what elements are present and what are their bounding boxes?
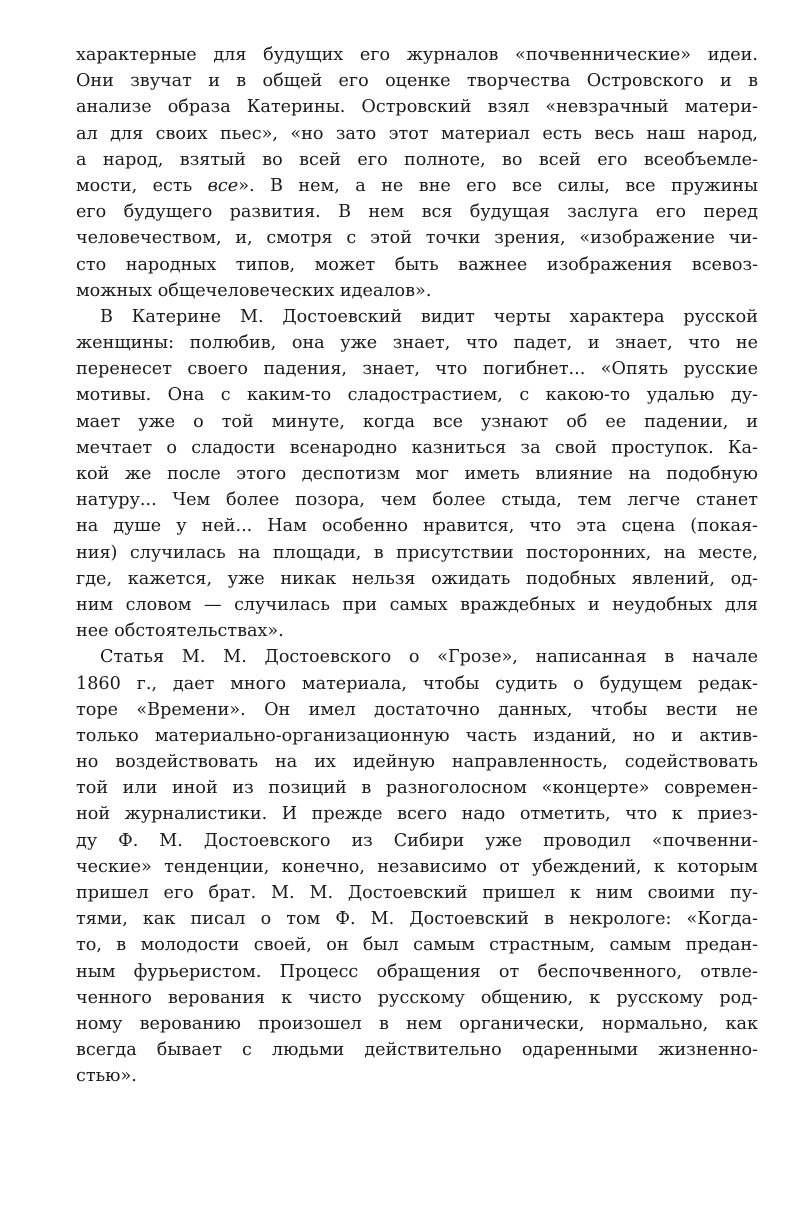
text-line: нее обстоятельствах». (76, 621, 284, 642)
text-line: 1860 г., дает много материала, чтобы судить о будущем редак- (76, 673, 758, 694)
text-line: человечеством, и, смотря с этой точки зрения, «изображение чи- (76, 228, 758, 249)
text-line: перенесет своего падения, знает, что погибнет... «Опять русские (76, 359, 758, 380)
document-page (76, 42, 758, 1090)
text-line: Статья М. М. Достоевского о «Грозе», написанная в начале (100, 647, 758, 668)
text-line-with-emphasis (76, 173, 758, 199)
text-line: торе «Времени». Он имел достаточно данных, чтобы вести не (76, 699, 758, 720)
text-line: ду Ф. М. Достоевского из Сибири уже проводил «почвенни- (76, 830, 758, 851)
paragraph-2 (76, 304, 758, 644)
text-line: ческие» тенденции, конечно, независимо от убеждений, к которым (76, 856, 758, 877)
text-line: всегда бывает с людьми действительно одаренными жизненно- (76, 1040, 758, 1061)
text-line: пришел его брат. М. М. Достоевский пришел к ним своими пу- (76, 883, 758, 903)
text-line: ной журналистики. И прежде всего надо отметить, что к приез- (76, 804, 758, 825)
text-line: ченного верования к чисто русскому общению, к русскому род- (76, 987, 758, 1008)
text-line: Они звучат и в общей его оценке творчества Островского и в (76, 71, 758, 92)
text-line: сто народных типов, может быть важнее изображения всевоз- (76, 254, 758, 275)
text-line: ния) случилась на площади, в присутствии посторонних, на месте, (76, 542, 758, 563)
text-segment: ». В нем, а не вне его все силы, все пружины (238, 175, 758, 196)
text-line: то, в молодости своей, он был самым страстным, самым предан- (76, 935, 758, 956)
text-line: можных общечеловеческих идеалов». (76, 280, 432, 301)
emphasis-word: все (207, 175, 239, 196)
text-line: но воздействовать на их идейную направленность, содействовать (76, 752, 758, 773)
text-line: стью». (76, 1066, 137, 1087)
text-line: той или иной из позиций в разноголосном «концерте» современ- (76, 778, 758, 799)
text-line: В Катерине М. Достоевский видит черты характера русской (100, 306, 758, 327)
text-line: натуру... Чем более позора, чем более стыда, тем легче станет (76, 490, 758, 511)
text-line: ному верованию произошел в нем органически, нормально, как (76, 1013, 758, 1034)
text-line: ним словом — случилась при самых враждебных и неудобных для (76, 594, 758, 615)
text-segment: мости, есть (76, 175, 208, 196)
text-line: на душе у ней... Нам особенно нравится, что эта сцена (покая- (76, 516, 758, 537)
text-line: его будущего развития. В нем вся будущая заслуга его перед (76, 202, 758, 223)
paragraph-1 (76, 42, 758, 304)
text-line: мотивы. Она с каким-то сладострастием, с какою-то удалью ду- (76, 385, 758, 406)
text-line: кой же после этого деспотизм мог иметь влияние на подобную (76, 464, 758, 484)
text-line: характерные для будущих его журналов «почвеннические» идеи. (76, 45, 758, 65)
text-line: женщины: полюбив, она уже знает, что падет, и знает, что не (76, 333, 758, 354)
text-line: мечтает о сладости всенародно казниться за свой проступок. Ка- (76, 437, 758, 458)
text-line: ал для своих пьес», «но зато этот материал есть весь наш народ, (76, 123, 758, 144)
text-line: анализе образа Катерины. Островский взял «невзрачный матери- (76, 97, 758, 118)
text-line: а народ, взятый во всей его полноте, во всей его всеобъемле- (76, 149, 758, 170)
text-line: ным фурьеристом. Процесс обращения от беспочвенного, отвле- (76, 961, 758, 982)
paragraph-3 (76, 644, 758, 1089)
text-line: мает уже о той минуте, когда все узнают об ее падении, и (76, 411, 758, 432)
text-line: только материально-организационную часть изданий, но и актив- (76, 725, 758, 746)
text-line: где, кажется, уже никак нельзя ожидать подобных явлений, од- (76, 568, 758, 589)
text-line: тями, как писал о том Ф. М. Достоевский в некрологе: «Когда- (76, 909, 758, 930)
